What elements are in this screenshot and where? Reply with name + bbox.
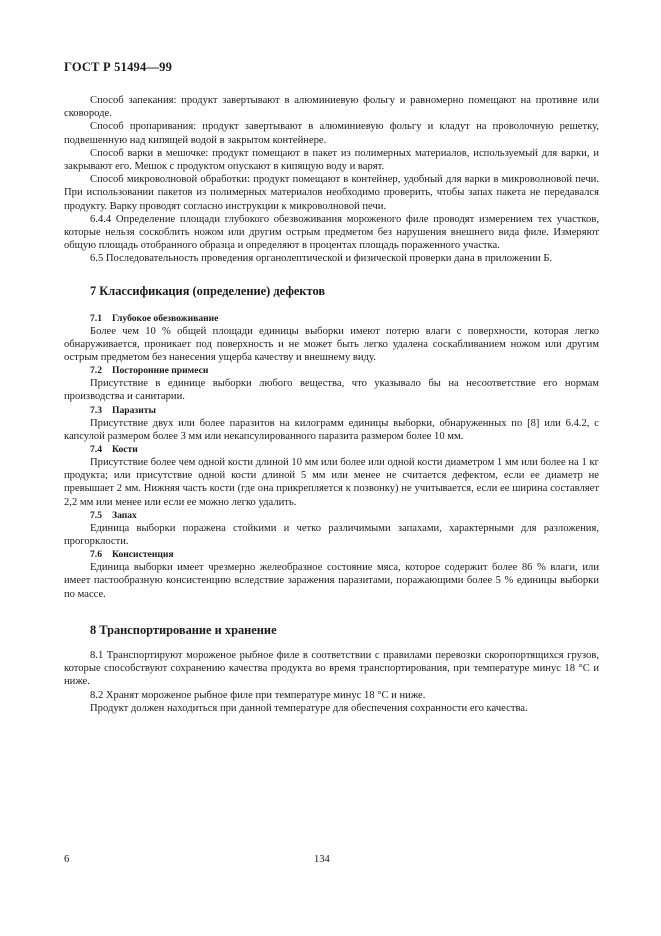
subsection-title: Посторонние примеси bbox=[112, 365, 209, 377]
subsection-number: 7.1 bbox=[90, 312, 102, 324]
subsection-7-3-text: Присутствие двух или более паразитов на килограмм единицы выборки, обнаруженных по [8] или 6.4.2, с капсулой размером более 3 мм или некапсулированного паразита размером более 10 мм. bbox=[64, 417, 599, 442]
subsection-title: Кости bbox=[112, 444, 138, 456]
section-7-title: 7 Классификация (определение) дефектов bbox=[90, 283, 326, 298]
paragraph-8-1: 8.1 Транспортируют мороженое рыбное филе в соответствии с правилами перевозки скоропортящихся грузов, которые способствуют сохранению качества продукта во время транспортирования, при температуре минус 18 °С и ниже. bbox=[64, 649, 599, 688]
paragraph-6-4-4: 6.4.4 Определение площади глубокого обезвоживания мороженого филе проводят измерением тех участков, которые нельзя соскоблить ножом или другим острым предметом без нарушения внешнего вида филе. Измеряют общую площадь отобранного образца и определяют в процентах площадь пораженного участка. bbox=[64, 213, 599, 252]
subsection-7-6-heading bbox=[64, 548, 599, 561]
subsection-number: 7.5 bbox=[90, 509, 102, 521]
subsection-7-5-heading bbox=[64, 509, 599, 522]
subsection-number: 7.4 bbox=[90, 444, 102, 456]
paragraph-steaming: Способ пропаривания: продукт завертывают в алюминиевую фольгу и кладут на проволочную решетку, подвешенную над кипящей водой в закрытом контейнере. bbox=[64, 121, 599, 146]
subsection-title: Паразиты bbox=[112, 404, 156, 416]
standard-code-header: ГОСТ Р 51494—99 bbox=[64, 60, 173, 74]
subsection-title: Консистенция bbox=[112, 549, 174, 561]
subsection-number: 7.3 bbox=[90, 404, 102, 416]
subsection-7-2-heading bbox=[64, 364, 599, 377]
sheet-number: 134 bbox=[314, 854, 330, 865]
subsection-7-5-text: Единица выборки поражена стойкими и четко различимыми запахами, характерными для разложения, прогорклости. bbox=[64, 522, 599, 548]
page-number: 6 bbox=[64, 854, 70, 865]
subsection-title: Запах bbox=[112, 509, 137, 521]
subsection-number: 7.2 bbox=[90, 365, 102, 377]
subsection-7-2-text: Присутствие в единице выборки любого вещества, что указывало бы на несоответствие его нормам производства и санитарии. bbox=[64, 378, 599, 403]
subsection-7-6-text: Единица выборки имеет чрезмерно желеобразное состояние мяса, которое содержит более 86 % влаги, или имеет пастообразную консистенцию вследствие заражения паразитами, поражающими более 5 % единицы выборки по массе. bbox=[64, 562, 599, 600]
paragraph-8-storage: Продукт должен находиться при данной температуре для обеспечения сохранности его качества. bbox=[90, 702, 528, 714]
subsection-7-1-heading bbox=[64, 312, 599, 325]
paragraph-8-2: 8.2 Хранят мороженое рыбное филе при температуре минус 18 °С и ниже. bbox=[90, 689, 426, 701]
subsection-number: 7.6 bbox=[90, 549, 102, 561]
subsection-title: Глубокое обезвоживание bbox=[112, 312, 219, 324]
paragraph-6-5: 6.5 Последовательность проведения органолептической и физической проверки дана в приложении Б. bbox=[90, 253, 553, 265]
subsection-7-1-text: Более чем 10 % общей площади единицы выборки имеют потерю влаги с поверхности, которая легко обнаруживается, проникает под поверхность и не может быть легко удалена соскабливанием ножом или другим острым предметом без нанесения ущерба качеству и внешнему виду. bbox=[64, 325, 599, 364]
section-8-title: 8 Транспортирование и хранение bbox=[90, 622, 277, 637]
paragraph-microwave: Способ микроволновой обработки: продукт помещают в контейнер, удобный для варки в микроволновой печи. При использовании пакетов из полимерных материалов необходимо проверить, чтобы запах пакета не передавался продукту. Варку проводят согласно инструкции к микроволновой печи. bbox=[64, 174, 599, 212]
paragraph-bag-cooking: Способ варки в мешочке: продукт помещают в пакет из полимерных материалов, используемый для варки, и закрывают его. Мешок с продуктом опускают в кипящую воду и варят. bbox=[64, 147, 599, 173]
subsection-7-4-heading bbox=[64, 443, 599, 456]
subsection-7-4-text: Присутствие более чем одной кости длиной 10 мм или более или одной кости диаметром 1 мм или более на 1 кг продукта; или присутствие одной кости длиной 5 мм или менее не считается дефектом, если ее диаметр не превышает 2 мм. Нижняя часть кости (где она прикрепляется к позвонку) не учитывается, если ее ширина составляет 2,2 мм или менее или если ее можно легко удалить. bbox=[64, 457, 599, 508]
subsection-7-3-heading bbox=[64, 404, 599, 417]
document-body bbox=[64, 94, 599, 715]
paragraph-baking: Способ запекания: продукт завертывают в алюминиевую фольгу и равномерно помещают на противне или сковороде. bbox=[64, 95, 599, 120]
